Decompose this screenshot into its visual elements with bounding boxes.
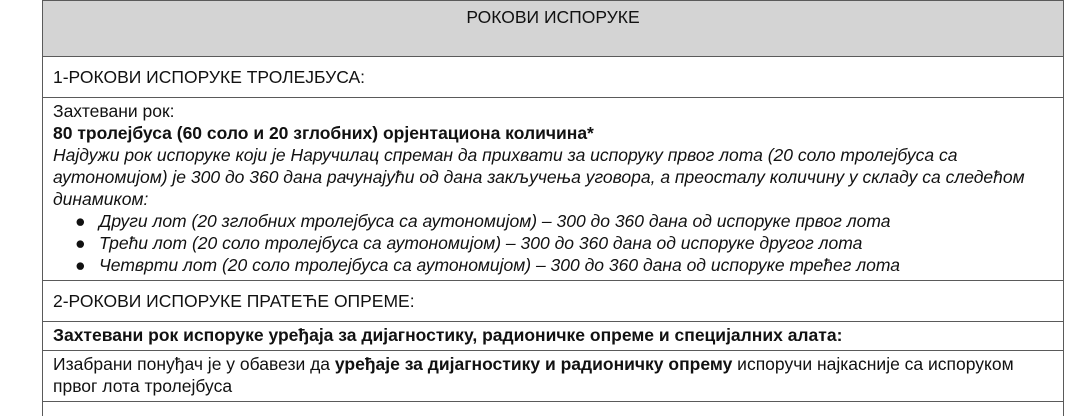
section1-heading: 1-РОКОВИ ИСПОРУКЕ ТРОЛЕЈБУСА: bbox=[43, 57, 1064, 98]
bullet-icon: ● bbox=[75, 255, 86, 275]
lot-4-text: Четврти лот (20 соло тролејбуса са аутономијом) – 300 до 360 дана од испоруке трећег лота bbox=[99, 255, 900, 275]
empty-cell bbox=[43, 402, 1064, 416]
lot-3-text: Трећи лот (20 соло тролејбуса са аутономијом) – 300 до 360 дана од испоруке другог лота bbox=[99, 233, 863, 253]
section1-description: Најдужи рок испоруке који је Наручилац спреман да прихвати за испоруку првог лота (20 соло тролејбуса са аутономијом) је 300 до 360 дана рачунајући од дана закључења уговора, а преосталу количину у складу са следећом динамиком: bbox=[53, 145, 1025, 209]
table-header-row bbox=[43, 1, 1064, 57]
section2-heading-row bbox=[43, 281, 1064, 322]
section2-text-after: испоручи најкасније са испоруком првог лота тролејбуса bbox=[53, 354, 1014, 396]
section2-label-row bbox=[43, 322, 1064, 351]
list-item bbox=[75, 210, 1053, 232]
list-item bbox=[75, 254, 1053, 276]
table-title: РОКОВИ ИСПОРУКЕ bbox=[43, 1, 1064, 57]
section1-heading-row bbox=[43, 57, 1064, 98]
section1-label: Захтевани рок: bbox=[53, 101, 175, 121]
list-item bbox=[75, 232, 1053, 254]
section1-body bbox=[43, 98, 1064, 281]
section2-text-before: Изабрани понуђач је у обавези да bbox=[53, 354, 335, 374]
section2-label: Захтевани рок испоруке уређаја за дијагностику, радионичке опреме и специјалних алата: bbox=[43, 322, 1064, 351]
section2-text-bold: уређаје за дијагностику и радионичку опрему bbox=[334, 354, 733, 374]
lot-list bbox=[53, 210, 1053, 276]
section2-heading: 2-РОКОВИ ИСПОРУКЕ ПРАТЕЋЕ ОПРЕМЕ: bbox=[43, 281, 1064, 322]
delivery-terms-table bbox=[42, 0, 1064, 416]
lot-2-text: Други лот (20 зглобних тролејбуса са аутономијом) – 300 до 360 дана од испоруке првог лота bbox=[99, 211, 891, 231]
bullet-icon: ● bbox=[75, 211, 86, 231]
section1-body-row bbox=[43, 98, 1064, 281]
table-row bbox=[43, 402, 1064, 416]
section1-quantity: 80 тролејбуса (60 соло и 20 зглобних) орјентациона количина* bbox=[53, 123, 594, 143]
section2-text-row bbox=[43, 351, 1064, 402]
section2-text bbox=[43, 351, 1064, 402]
bullet-icon: ● bbox=[75, 233, 86, 253]
